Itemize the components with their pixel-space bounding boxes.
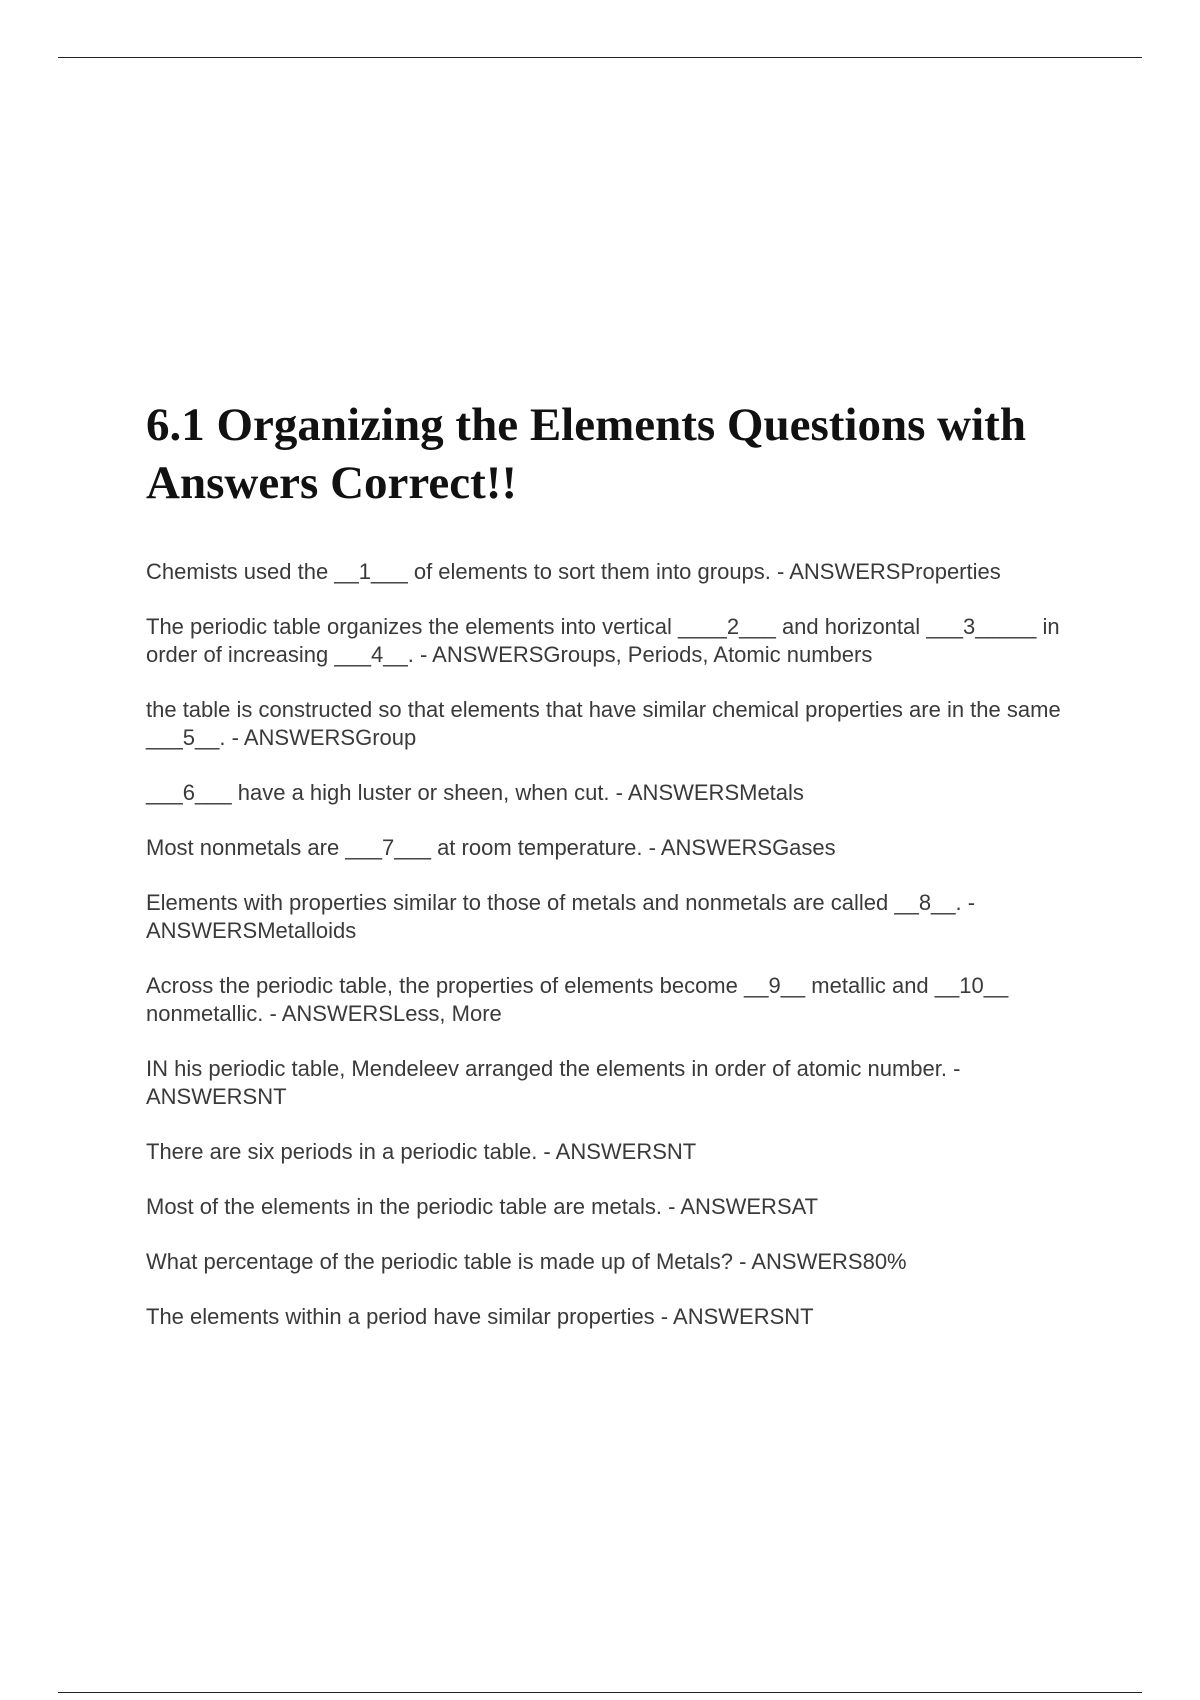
bottom-rule	[58, 1692, 1142, 1693]
question-item-12: The elements within a period have similar properties - ANSWERSNT	[146, 1304, 814, 1329]
question-item-4: ___6___ have a high luster or sheen, when cut. - ANSWERSMetals	[146, 780, 804, 805]
question-item-1: Chemists used the __1___ of elements to sort them into groups. - ANSWERSProperties	[146, 559, 1001, 584]
question-list	[146, 558, 1096, 1331]
question-item-3: the table is constructed so that elements that have similar chemical properties are in the same ___5__. - ANSWERSGroup	[146, 697, 1061, 750]
question-item-10: Most of the elements in the periodic table are metals. - ANSWERSAT	[146, 1194, 819, 1219]
top-rule	[58, 57, 1142, 58]
question-item-11: What percentage of the periodic table is made up of Metals? - ANSWERS80%	[146, 1249, 907, 1274]
question-item-2: The periodic table organizes the elements into vertical ____2___ and horizontal ___3_____ in order of increasing ___4__. - ANSWERSGroups, Periods, Atomic numbers	[146, 614, 1060, 667]
question-item-9: There are six periods in a periodic table. - ANSWERSNT	[146, 1139, 697, 1164]
question-item-8: IN his periodic table, Mendeleev arranged the elements in order of atomic number. - ANSWERSNT	[146, 1056, 961, 1109]
question-item-6: Elements with properties similar to those of metals and nonmetals are called __8__. - ANSWERSMetalloids	[146, 890, 976, 943]
question-item-7: Across the periodic table, the properties of elements become __9__ metallic and __10__ nonmetallic. - ANSWERSLess, More	[146, 973, 1009, 1026]
question-item-5: Most nonmetals are ___7___ at room temperature. - ANSWERSGases	[146, 835, 836, 860]
page-title: 6.1 Organizing the Elements Questions with Answers Correct!!	[146, 399, 1026, 509]
document-body	[146, 396, 1096, 1358]
